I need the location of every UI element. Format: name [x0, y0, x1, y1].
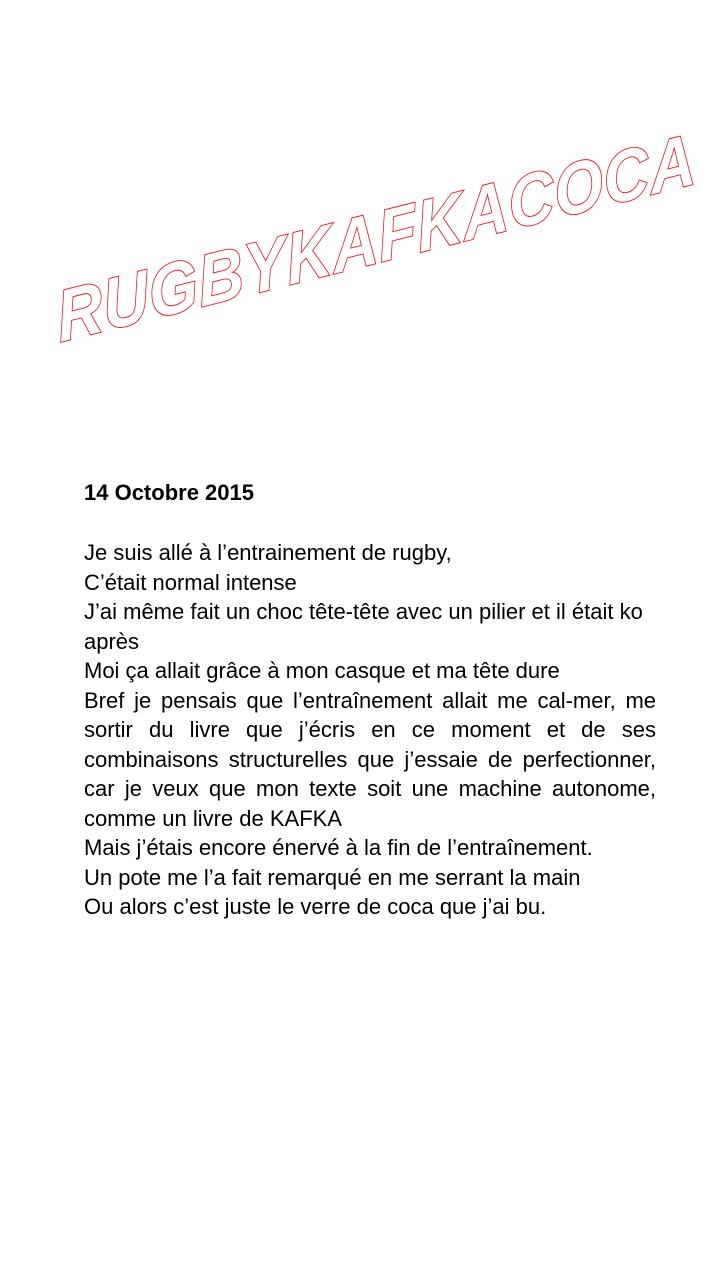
article-date: 14 Octobre 2015	[84, 480, 254, 505]
article-body	[84, 478, 656, 922]
article-paragraph-kafka: Bref je pensais que l’entraînement allait me cal-mer, me sortir du livre que j’écris en ce moment et de ses combinaisons structurelles que j’essaie de perfectionner, car je veux que mon texte soit une machine autonome, comme un livre de KAFKA	[84, 687, 656, 831]
article-line-2: C’était normal intense	[84, 569, 297, 595]
article-line-4: Moi ça allait grâce à mon casque et ma tête dure	[84, 658, 560, 683]
article-line-7: Un pote me l’a fait remarqué en me serrant la main	[84, 864, 581, 890]
article-line-3: J’ai même fait un choc tête-tête avec un pilier et il était ko après	[84, 599, 643, 654]
article-line-8: Ou alors c’est juste le verre de coca que j’ai bu.	[84, 894, 547, 919]
logo	[0, 0, 720, 420]
logo-wordmark: RUGBYKAFKACOCA	[53, 118, 700, 358]
article-line-6: Mais j’étais encore énervé à la fin de l’entraînement.	[84, 835, 593, 860]
logo-graphic	[0, 0, 720, 420]
article-line-1: Je suis allé à l’entrainement de rugby,	[84, 540, 452, 565]
